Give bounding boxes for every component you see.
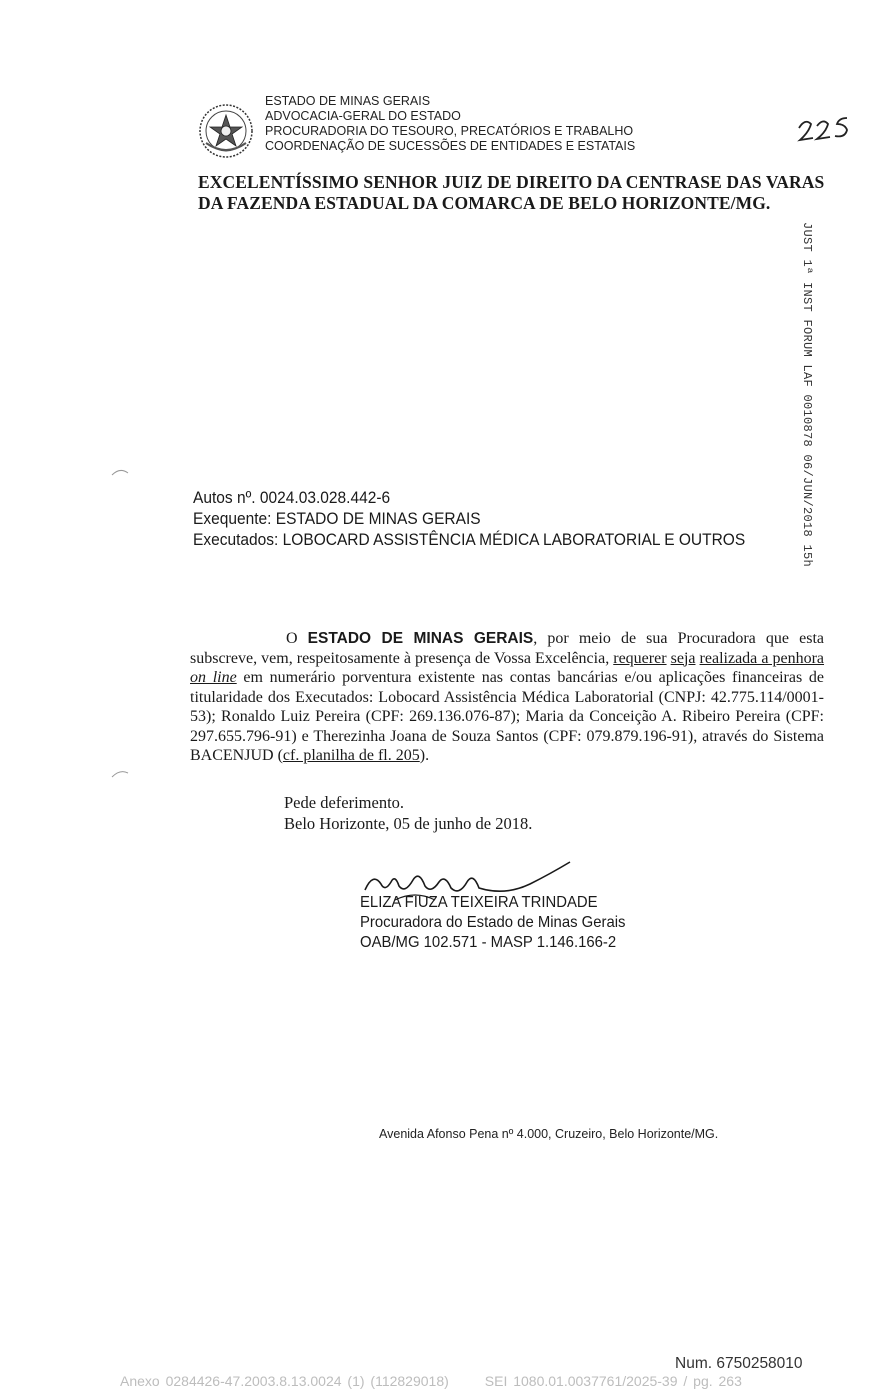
scan-mark bbox=[110, 465, 130, 485]
closing-request: Pede deferimento. bbox=[284, 793, 405, 812]
body-bold-party: ESTADO DE MINAS GERAIS bbox=[307, 630, 534, 647]
footer-annex: Anexo 0284426-47.2003.8.13.0024 (1) (112829018) bbox=[120, 1373, 449, 1389]
handwritten-page-number bbox=[795, 110, 855, 150]
document-addressee-title bbox=[198, 172, 824, 214]
title-line: EXCELENTÍSSIMO SENHOR JUIZ DE DIREITO DA CENTRASE DAS VARAS bbox=[198, 172, 825, 192]
signatory-block bbox=[360, 893, 626, 953]
underlined-reference: cf. planilha de fl. 205 bbox=[282, 747, 420, 764]
signatory-name: ELIZA FIUZA TEIXEIRA TRINDADE bbox=[360, 894, 598, 911]
institution-header bbox=[265, 94, 635, 154]
signatory-registration: OAB/MG 102.571 - MASP 1.146.166-2 bbox=[360, 934, 617, 951]
closing-date: Belo Horizonte, 05 de junho de 2018. bbox=[284, 814, 533, 833]
underlined-term: on line bbox=[190, 669, 237, 686]
signatory-role: Procuradora do Estado de Minas Gerais bbox=[360, 914, 626, 931]
footer-sei: SEI 1080.01.0037761/2025-39 / pg. 263 bbox=[484, 1373, 742, 1389]
title-line: DA FAZENDA ESTADUAL DA COMARCA DE BELO HORIZONTE/MG. bbox=[198, 193, 771, 213]
document-number: Num. 6750258010 bbox=[675, 1355, 803, 1372]
scan-mark bbox=[110, 765, 130, 785]
underlined-term: realizada a penhora bbox=[699, 649, 825, 667]
protocol-stamp: JUST 1ª INST FORUM LAF 0010878 06/JUN/2018 15h bbox=[800, 222, 814, 568]
case-info bbox=[193, 488, 745, 551]
header-line: ESTADO DE MINAS GERAIS bbox=[265, 94, 431, 108]
body-text: O bbox=[286, 630, 308, 647]
header-line: ADVOCACIA-GERAL DO ESTADO bbox=[265, 109, 461, 123]
body-text: em numerário porventura existente nas contas bancárias e/ou aplicações financeiras de titularidade dos Executados: Lobocard Assistência Médica Laboratorial (CNPJ: 42.775.114/0001-53); Ronaldo Luiz Pereira (CPF: 269.136.076-87); Maria da Conceição A. Ribeiro Pereira (CPF: 297.655.796-91) e Therezinha Joana de Souza Santos (CPF: 079.879.196-91), através do Sistema BACENJUD ( bbox=[190, 669, 824, 764]
header-line: PROCURADORIA DO TESOURO, PRECATÓRIOS E TRABALHO bbox=[265, 124, 634, 138]
office-address: Avenida Afonso Pena nº 4.000, Cruzeiro, Belo Horizonte/MG. bbox=[379, 1127, 719, 1141]
case-executados: Executados: LOBOCARD ASSISTÊNCIA MÉDICA LABORATORIAL E OUTROS bbox=[193, 531, 746, 549]
body-text: ). bbox=[419, 747, 430, 764]
underlined-term: requerer bbox=[613, 649, 667, 667]
case-exequente: Exequente: ESTADO DE MINAS GERAIS bbox=[193, 510, 481, 528]
body-text: , por meio de sua Procuradora que esta subscreve, vem, respeitosamente à presença de Vossa Excelência, bbox=[190, 630, 824, 667]
closing bbox=[284, 792, 532, 834]
header-line: COORDENAÇÃO DE SUCESSÕES DE ENTIDADES E ESTATAIS bbox=[265, 139, 636, 153]
state-coat-of-arms-icon bbox=[198, 103, 254, 159]
petition-body bbox=[190, 629, 824, 766]
case-number: Autos nº. 0024.03.028.442-6 bbox=[193, 489, 391, 507]
underlined-term: seja bbox=[670, 649, 696, 667]
footer bbox=[120, 1373, 778, 1389]
